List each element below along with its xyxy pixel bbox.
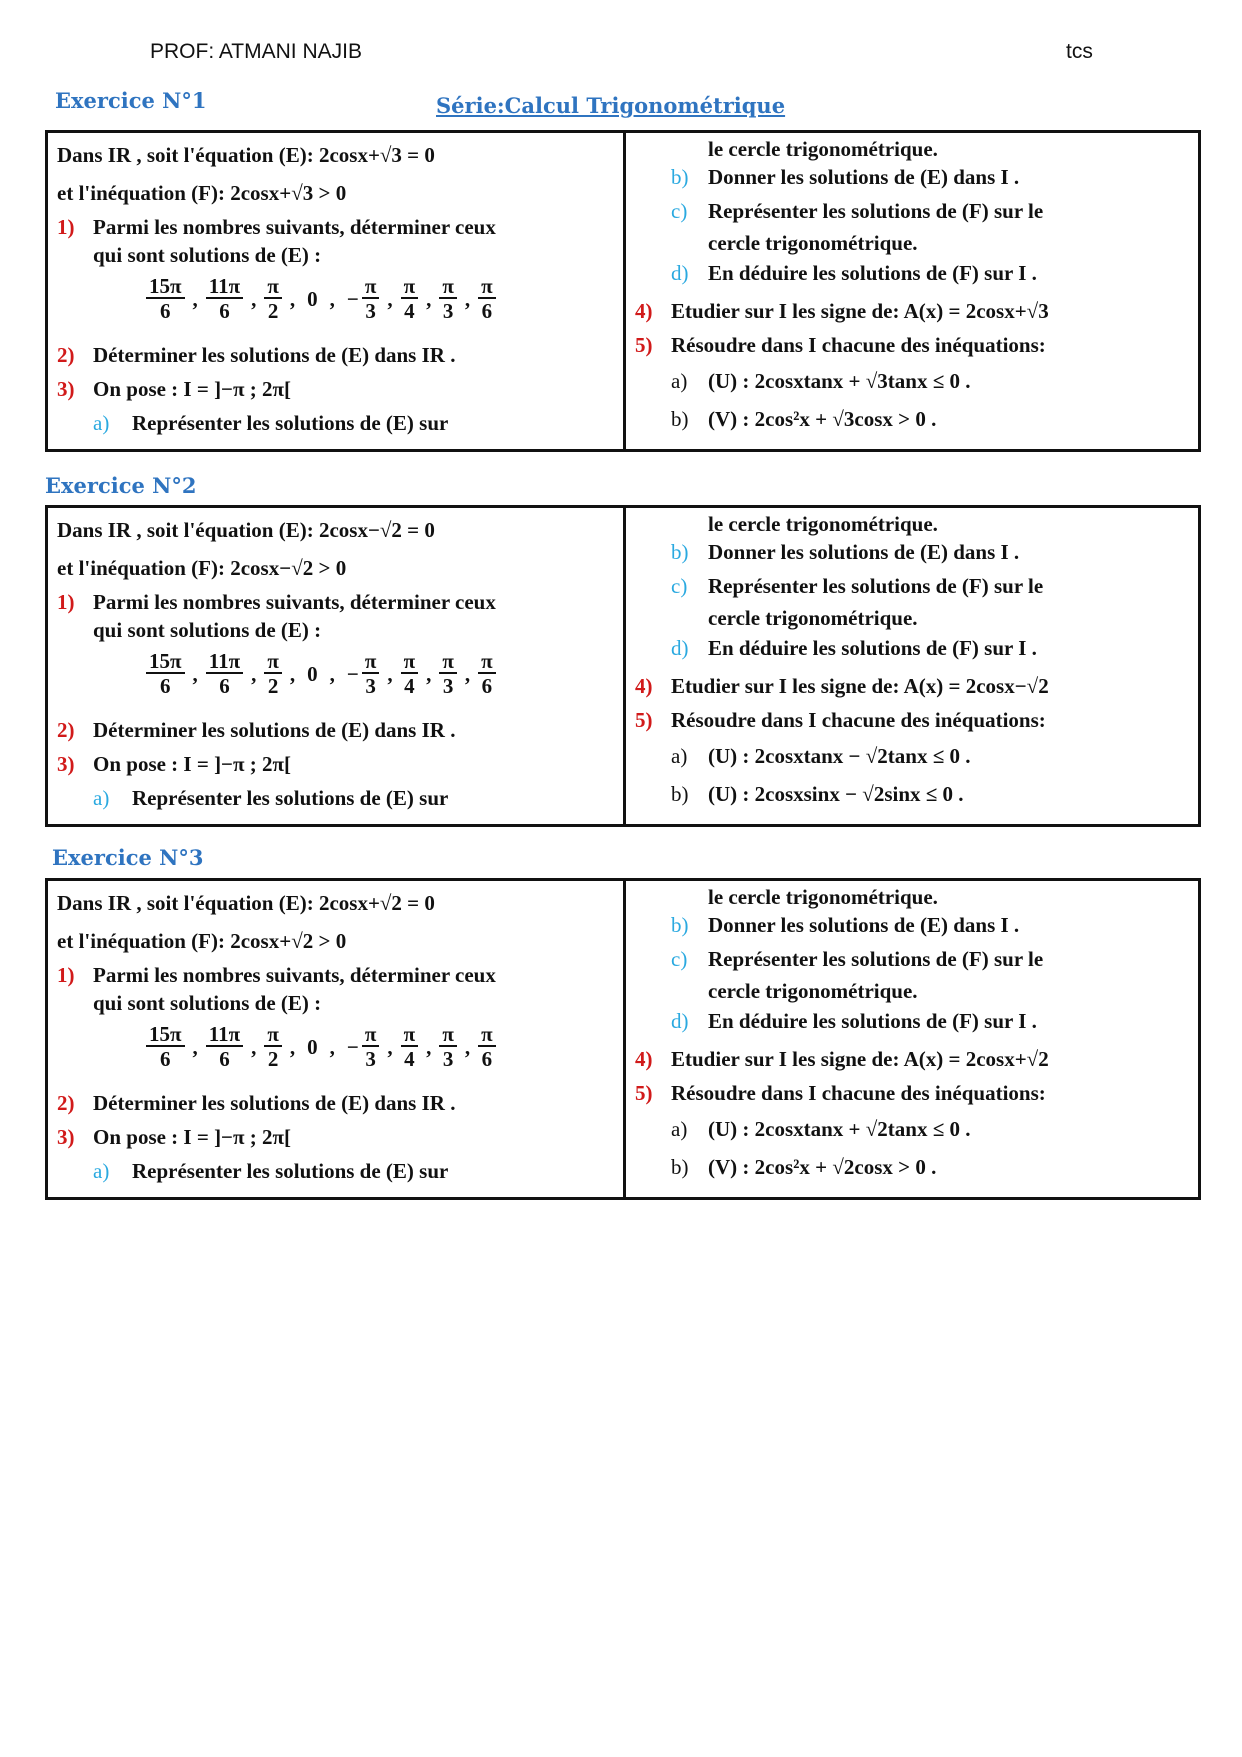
candidate-separator: , (426, 1035, 432, 1059)
candidate-separator: , (387, 1035, 393, 1059)
question-1-text-cont: qui sont solutions de (E) : (93, 618, 322, 642)
candidate-separator: , (387, 662, 393, 686)
candidate-fraction (439, 1023, 457, 1071)
fraction-denominator: 6 (481, 674, 493, 698)
fraction-denominator: 6 (481, 299, 493, 323)
fraction-denominator: 2 (267, 1047, 279, 1071)
candidate-separator: , (464, 1035, 471, 1059)
candidate-separator: , (426, 662, 432, 686)
fraction-denominator: 6 (160, 299, 171, 323)
candidate-separator: , (329, 662, 335, 686)
item-b-text: Donner les solutions de (E) dans I . (708, 540, 1020, 564)
inequation-v: (V) : 2cos²x + √3cosx > 0 . (708, 407, 937, 431)
item-b-text: Donner les solutions de (E) dans I . (708, 913, 1020, 937)
question-4-text: Etudier sur I les signe de: A(x) = 2cosx+√3 (671, 299, 1049, 323)
question-2-number: 2) (57, 718, 75, 742)
inequation-u-letter: a) (671, 369, 688, 393)
candidate-fraction (478, 1023, 496, 1071)
equation-line: Dans IR , soit l'équation (E): 2cosx+√3 = 0 (57, 143, 435, 167)
fraction-denominator: 3 (442, 1047, 454, 1071)
question-4-number: 4) (635, 674, 653, 698)
candidate-separator: , (289, 287, 296, 311)
fraction-denominator: 6 (219, 1047, 230, 1071)
candidate-separator: , (464, 662, 471, 686)
equation-line: Dans IR , soit l'équation (E): 2cosx+√2 = 0 (57, 891, 435, 915)
candidate-value: 0 (307, 287, 318, 311)
fraction-denominator: 2 (267, 674, 279, 698)
candidate-fraction (439, 650, 457, 698)
fraction-numerator: π (401, 275, 419, 299)
fraction-numerator: π (362, 650, 380, 674)
fraction-denominator: 3 (365, 1047, 376, 1071)
exercise-box (45, 130, 1201, 452)
question-3-text: On pose : I = ]−π ; 2π[ (93, 752, 292, 776)
candidate-value: 0 (307, 662, 318, 686)
candidate-fraction (439, 275, 457, 323)
item-a-letter: a) (93, 1159, 110, 1183)
exercise-title: Exercice N°2 (45, 473, 197, 498)
question-1-text-cont: qui sont solutions de (E) : (93, 243, 322, 267)
question-1-text-cont: qui sont solutions de (E) : (93, 991, 322, 1015)
inequation-line: et l'inéquation (F): 2cosx+√3 > 0 (57, 181, 347, 205)
question-2-number: 2) (57, 343, 75, 367)
fraction-denominator: 3 (442, 674, 454, 698)
inequation-v-letter: b) (671, 407, 689, 431)
question-5-number: 5) (635, 708, 653, 732)
fraction-numerator: π (439, 275, 457, 299)
candidate-fraction (401, 1023, 419, 1071)
question-5-text: Résoudre dans I chacune des inéquations: (671, 1081, 1046, 1105)
candidate-separator: , (289, 1035, 296, 1059)
candidate-separator: , (426, 287, 432, 311)
item-b-letter: b) (671, 913, 689, 937)
fraction-numerator: 15π (146, 1023, 185, 1047)
fraction-denominator: 6 (219, 674, 230, 698)
inequation-u-letter: a) (671, 1117, 688, 1141)
professor-name: PROF: ATMANI NAJIB (150, 40, 362, 63)
candidate-fraction (264, 650, 282, 698)
inequation-v-letter: b) (671, 1155, 689, 1179)
fraction-numerator: 15π (146, 275, 185, 299)
fraction-denominator: 6 (160, 674, 171, 698)
item-c-letter: c) (671, 947, 688, 971)
item-a-text: Représenter les solutions de (E) sur (132, 1159, 449, 1183)
item-c-text: Représenter les solutions de (F) sur le (708, 574, 1044, 598)
inequation-u: (U) : 2cosxtanx + √3tanx ≤ 0 . (708, 369, 971, 393)
candidate-separator: , (289, 662, 296, 686)
inequation-line: et l'inéquation (F): 2cosx+√2 > 0 (57, 929, 347, 953)
question-5-number: 5) (635, 333, 653, 357)
item-d-text: En déduire les solutions de (F) sur I . (708, 1009, 1037, 1033)
fraction-numerator: π (264, 650, 282, 674)
candidate-fraction (206, 275, 243, 323)
item-c-text: Représenter les solutions de (F) sur le (708, 947, 1044, 971)
question-2-text: Déterminer les solutions de (E) dans IR . (93, 343, 456, 367)
fraction-numerator: π (478, 650, 496, 674)
question-4-text: Etudier sur I les signe de: A(x) = 2cosx−√2 (671, 674, 1049, 698)
item-b-letter: b) (671, 540, 689, 564)
inequation-u: (U) : 2cosxtanx + √2tanx ≤ 0 . (708, 1117, 971, 1141)
class-level: tcs (1066, 40, 1093, 63)
exercise-title: Exercice N°1 (55, 88, 207, 113)
inequation-v: (U) : 2cosxsinx − √2sinx ≤ 0 . (708, 782, 964, 806)
fraction-denominator: 3 (365, 299, 376, 323)
candidate-fraction (264, 275, 282, 323)
equation-line: Dans IR , soit l'équation (E): 2cosx−√2 = 0 (57, 518, 435, 542)
candidate-separator: , (251, 1035, 257, 1059)
inequation-u: (U) : 2cosxtanx − √2tanx ≤ 0 . (708, 744, 971, 768)
candidate-separator: , (387, 287, 393, 311)
candidate-value: 0 (307, 1035, 318, 1059)
left-column (48, 881, 626, 1197)
candidate-fraction (146, 650, 185, 698)
fraction-denominator: 4 (404, 299, 415, 323)
fraction-numerator: 11π (206, 275, 243, 299)
fraction-denominator: 2 (267, 299, 279, 323)
candidate-fraction (401, 650, 419, 698)
candidate-separator: , (329, 1035, 335, 1059)
candidate-fraction (478, 650, 496, 698)
question-1-text: Parmi les nombres suivants, déterminer ceux (93, 963, 496, 987)
fraction-numerator: 15π (146, 650, 185, 674)
question-5-number: 5) (635, 1081, 653, 1105)
candidate-fraction (206, 650, 243, 698)
question-3-number: 3) (57, 752, 75, 776)
question-3-number: 3) (57, 377, 75, 401)
item-a-letter: a) (93, 411, 110, 435)
fraction-denominator: 6 (481, 1047, 493, 1071)
fraction-numerator: π (401, 650, 419, 674)
inequation-v: (V) : 2cos²x + √2cosx > 0 . (708, 1155, 937, 1179)
item-b-letter: b) (671, 165, 689, 189)
fraction-numerator: π (264, 275, 282, 299)
item-a-text-cont: le cercle trigonométrique. (708, 885, 938, 909)
question-1-text: Parmi les nombres suivants, déterminer ceux (93, 590, 496, 614)
fraction-numerator: π (362, 275, 380, 299)
fraction-numerator: π (362, 1023, 380, 1047)
candidate-separator: , (251, 662, 257, 686)
question-4-number: 4) (635, 299, 653, 323)
item-c-text-cont: cercle trigonométrique. (708, 231, 918, 255)
candidate-fraction (362, 1023, 380, 1071)
candidate-separator: , (251, 287, 257, 311)
question-3-text: On pose : I = ]−π ; 2π[ (93, 377, 292, 401)
candidate-fraction (146, 275, 185, 323)
left-column (48, 133, 626, 449)
fraction-denominator: 4 (404, 674, 415, 698)
candidate-fraction (362, 275, 380, 323)
fraction-numerator: 11π (206, 650, 243, 674)
item-d-text: En déduire les solutions de (F) sur I . (708, 636, 1037, 660)
candidate-separator: , (329, 287, 335, 311)
question-1-number: 1) (57, 963, 75, 987)
candidate-separator: , (192, 1035, 198, 1059)
inequation-v-letter: b) (671, 782, 689, 806)
item-c-text-cont: cercle trigonométrique. (708, 979, 918, 1003)
item-a-text-cont: le cercle trigonométrique. (708, 137, 938, 161)
fraction-numerator: π (439, 650, 457, 674)
exercise-title: Exercice N°3 (52, 845, 204, 870)
fraction-denominator: 6 (219, 299, 230, 323)
question-1-text: Parmi les nombres suivants, déterminer ceux (93, 215, 496, 239)
right-column (626, 508, 1198, 824)
candidate-values (144, 275, 498, 323)
candidate-values (144, 1023, 498, 1071)
fraction-numerator: π (401, 1023, 419, 1047)
item-d-letter: d) (671, 1009, 689, 1033)
fraction-numerator: π (264, 1023, 282, 1047)
candidate-fraction (401, 275, 419, 323)
series-title: Série:Calcul Trigonométrique (436, 93, 786, 118)
question-1-number: 1) (57, 215, 75, 239)
candidate-separator: , (192, 662, 198, 686)
inequation-u-letter: a) (671, 744, 688, 768)
left-column (48, 508, 626, 824)
item-a-text: Représenter les solutions de (E) sur (132, 786, 449, 810)
candidate-sign: − (346, 1035, 359, 1059)
fraction-denominator: 3 (365, 674, 376, 698)
right-column (626, 881, 1198, 1197)
inequation-line: et l'inéquation (F): 2cosx−√2 > 0 (57, 556, 347, 580)
candidate-values (144, 650, 498, 698)
item-d-letter: d) (671, 636, 689, 660)
item-c-text: Représenter les solutions de (F) sur le (708, 199, 1044, 223)
item-c-letter: c) (671, 574, 688, 598)
item-a-text-cont: le cercle trigonométrique. (708, 512, 938, 536)
fraction-denominator: 4 (404, 1047, 415, 1071)
item-a-letter: a) (93, 786, 110, 810)
candidate-separator: , (192, 287, 198, 311)
item-c-text-cont: cercle trigonométrique. (708, 606, 918, 630)
question-5-text: Résoudre dans I chacune des inéquations: (671, 708, 1046, 732)
question-5-text: Résoudre dans I chacune des inéquations: (671, 333, 1046, 357)
question-2-text: Déterminer les solutions de (E) dans IR . (93, 1091, 456, 1115)
item-b-text: Donner les solutions de (E) dans I . (708, 165, 1020, 189)
item-c-letter: c) (671, 199, 688, 223)
item-a-text: Représenter les solutions de (E) sur (132, 411, 449, 435)
candidate-fraction (206, 1023, 243, 1071)
candidate-fraction (264, 1023, 282, 1071)
question-1-number: 1) (57, 590, 75, 614)
fraction-numerator: π (478, 1023, 496, 1047)
question-4-text: Etudier sur I les signe de: A(x) = 2cosx+√2 (671, 1047, 1049, 1071)
candidate-separator: , (464, 287, 471, 311)
question-3-text: On pose : I = ]−π ; 2π[ (93, 1125, 292, 1149)
question-3-number: 3) (57, 1125, 75, 1149)
candidate-sign: − (346, 287, 359, 311)
question-2-text: Déterminer les solutions de (E) dans IR . (93, 718, 456, 742)
candidate-fraction (146, 1023, 185, 1071)
right-column (626, 133, 1198, 449)
item-d-letter: d) (671, 261, 689, 285)
item-d-text: En déduire les solutions de (F) sur I . (708, 261, 1037, 285)
fraction-numerator: π (439, 1023, 457, 1047)
fraction-denominator: 6 (160, 1047, 171, 1071)
candidate-sign: − (346, 662, 359, 686)
candidate-fraction (478, 275, 496, 323)
question-2-number: 2) (57, 1091, 75, 1115)
candidate-fraction (362, 650, 380, 698)
question-4-number: 4) (635, 1047, 653, 1071)
fraction-numerator: 11π (206, 1023, 243, 1047)
fraction-denominator: 3 (442, 299, 454, 323)
exercise-box (45, 878, 1201, 1200)
exercise-box (45, 505, 1201, 827)
fraction-numerator: π (478, 275, 496, 299)
